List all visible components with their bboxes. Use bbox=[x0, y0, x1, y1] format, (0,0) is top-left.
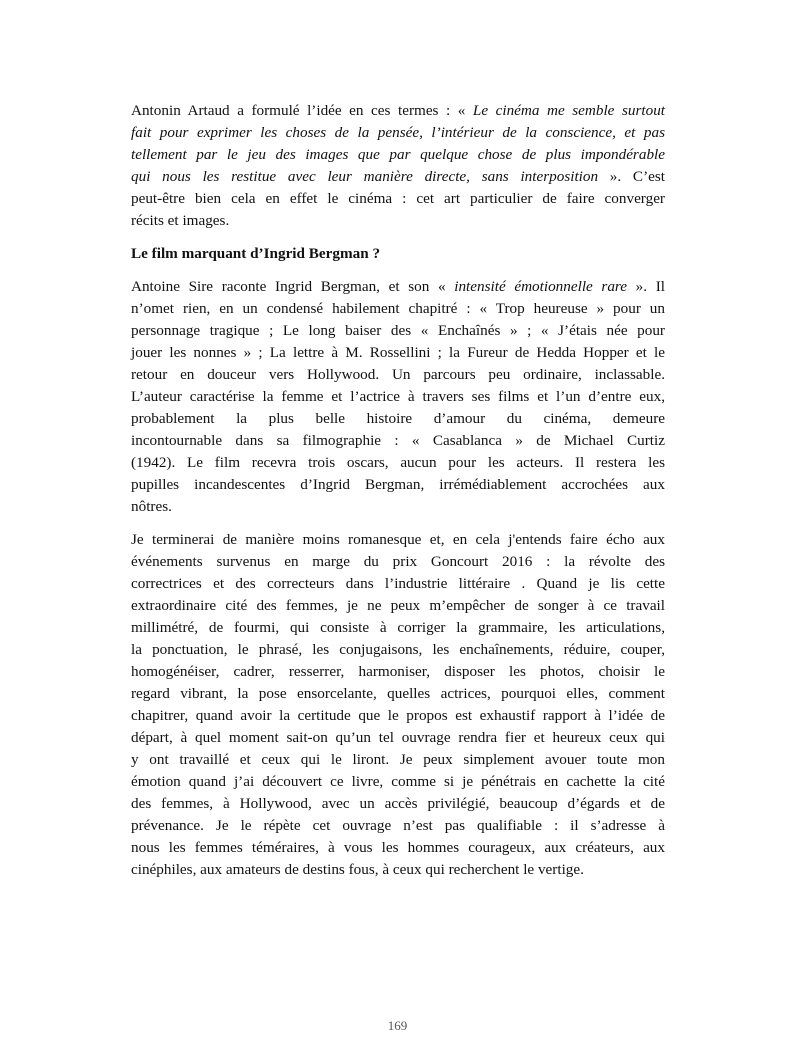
line-text: probablement la plus belle histoire d’amour du cinéma, demeure bbox=[131, 410, 665, 427]
line-text: homogénéiser, cadrer, resserrer, harmoniser, disposer les photos, choisir le bbox=[131, 663, 665, 680]
line-text: correctrices et des correcteurs dans l’industrie littéraire . Quand je lis cette bbox=[131, 575, 665, 592]
line-text: regard vibrant, la pose ensorcelante, quelles actrices, pourquoi elles, comment bbox=[131, 685, 665, 702]
paragraph-conclusion bbox=[131, 529, 665, 881]
line-text: ». Il bbox=[627, 278, 665, 295]
line-text: y ont travaillé et ceux qui le liront. Je peux simplement avouer toute mon bbox=[131, 751, 665, 768]
section-heading: Le film marquant d’Ingrid Bergman ? bbox=[131, 245, 381, 262]
text-line bbox=[131, 298, 665, 320]
text-line bbox=[131, 496, 665, 518]
text-line bbox=[131, 727, 665, 749]
line-text: départ, à quel moment sait-on qu’un tel ouvrage rendra fier et heureux ceux qui bbox=[131, 729, 665, 746]
text-line bbox=[131, 683, 665, 705]
text-line bbox=[131, 705, 665, 727]
line-text: L’auteur caractérise la femme et l’actrice à travers ses films et l’un d’entre eux, bbox=[131, 388, 665, 405]
text-line bbox=[131, 815, 665, 837]
text-line bbox=[131, 122, 665, 144]
text-line bbox=[131, 188, 665, 210]
text-line bbox=[131, 595, 665, 617]
italic-quote: qui nous les restitue avec leur manière directe, sans interposition bbox=[131, 168, 599, 185]
text-line bbox=[131, 837, 665, 859]
text-line bbox=[131, 452, 665, 474]
text-line bbox=[131, 573, 665, 595]
text-line bbox=[131, 342, 665, 364]
line-text: cinéphiles, aux amateurs de destins fous, à ceux qui recherchent le vertige. bbox=[131, 861, 584, 878]
line-text: extraordinaire cité des femmes, je ne peux m’empêcher de songer à ce travail bbox=[131, 597, 665, 614]
line-text: nous les femmes téméraires, à vous les hommes courageux, aux créateurs, aux bbox=[131, 839, 665, 856]
document-page bbox=[131, 100, 665, 881]
paragraph-ingrid-bergman bbox=[131, 276, 665, 518]
text-line bbox=[131, 386, 665, 408]
line-text: récits et images. bbox=[131, 212, 230, 229]
text-line bbox=[131, 771, 665, 793]
italic-quote: tellement par le jeu des images que par quelque chose de plus impondérable bbox=[131, 146, 665, 163]
text-line bbox=[131, 661, 665, 683]
text-line bbox=[131, 749, 665, 771]
line-text: ». C’est bbox=[598, 168, 665, 185]
line-text: n’omet rien, en un condensé habilement chapitré : « Trop heureuse » pour un bbox=[131, 300, 665, 317]
text-line bbox=[131, 617, 665, 639]
text-line bbox=[131, 276, 665, 298]
line-text: millimétré, de fourmi, qui consiste à corriger la grammaire, les articulations, bbox=[131, 619, 665, 636]
line-text: prévenance. Je le répète cet ouvrage n’est pas qualifiable : il s’adresse à bbox=[131, 817, 665, 834]
text-line bbox=[131, 793, 665, 815]
line-text: des femmes, à Hollywood, avec un accès privilégié, beaucoup d’égards et de bbox=[131, 795, 665, 812]
text-line bbox=[131, 320, 665, 342]
text-line bbox=[131, 551, 665, 573]
text-line bbox=[131, 639, 665, 661]
italic-quote: Le cinéma me semble surtout bbox=[472, 102, 666, 119]
text-line bbox=[131, 100, 665, 122]
text-line bbox=[131, 144, 665, 166]
text-line bbox=[131, 430, 665, 452]
line-text: (1942). Le film recevra trois oscars, aucun pour les acteurs. Il restera les bbox=[131, 454, 665, 471]
text-line bbox=[131, 210, 665, 232]
page-number: 169 bbox=[387, 1018, 408, 1033]
text-line bbox=[131, 364, 665, 386]
line-text: incontournable dans sa filmographie : « Casablanca » de Michael Curtiz bbox=[131, 432, 665, 449]
line-text: peut-être bien cela en effet le cinéma : cet art particulier de faire converger bbox=[131, 190, 665, 207]
line-text: retour en douceur vers Hollywood. Un parcours peu ordinaire, inclassable. bbox=[131, 366, 665, 383]
line-text: émotion quand j’ai découvert ce livre, comme si je pénétrais en cachette la cité bbox=[131, 773, 665, 790]
text-line bbox=[131, 474, 665, 496]
paragraph-artaud-quote bbox=[131, 100, 665, 232]
line-text: pupilles incandescentes d’Ingrid Bergman, irrémédiablement accrochées aux bbox=[131, 476, 665, 493]
line-text: nôtres. bbox=[131, 498, 172, 515]
line-text: événements survenus en marge du prix Goncourt 2016 : la révolte des bbox=[131, 553, 665, 570]
line-text: chapitrer, quand avoir la certitude que le propos est exhaustif rapport à l’idée de bbox=[131, 707, 665, 724]
text-line bbox=[131, 166, 665, 188]
line-text: jouer les nonnes » ; La lettre à M. Rossellini ; la Fureur de Hedda Hopper et le bbox=[131, 344, 665, 361]
line-text: la ponctuation, le phrasé, les conjugaisons, les enchaînements, réduire, couper, bbox=[131, 641, 665, 658]
line-text: Antonin Artaud a formulé l’idée en ces termes : « bbox=[131, 102, 473, 119]
text-line bbox=[131, 859, 665, 881]
italic-quote: fait pour exprimer les choses de la pensée, l’intérieur de la conscience, et pas bbox=[131, 124, 665, 141]
line-text: Je terminerai de manière moins romanesque et, en cela j'entends faire écho aux bbox=[131, 531, 665, 548]
italic-quote: intensité émotionnelle rare bbox=[454, 278, 628, 295]
text-line bbox=[131, 408, 665, 430]
line-text: personnage tragique ; Le long baiser des « Enchaînés » ; « J’étais née pour bbox=[131, 322, 665, 339]
text-line bbox=[131, 529, 665, 551]
line-text: Antoine Sire raconte Ingrid Bergman, et son « bbox=[131, 278, 455, 295]
